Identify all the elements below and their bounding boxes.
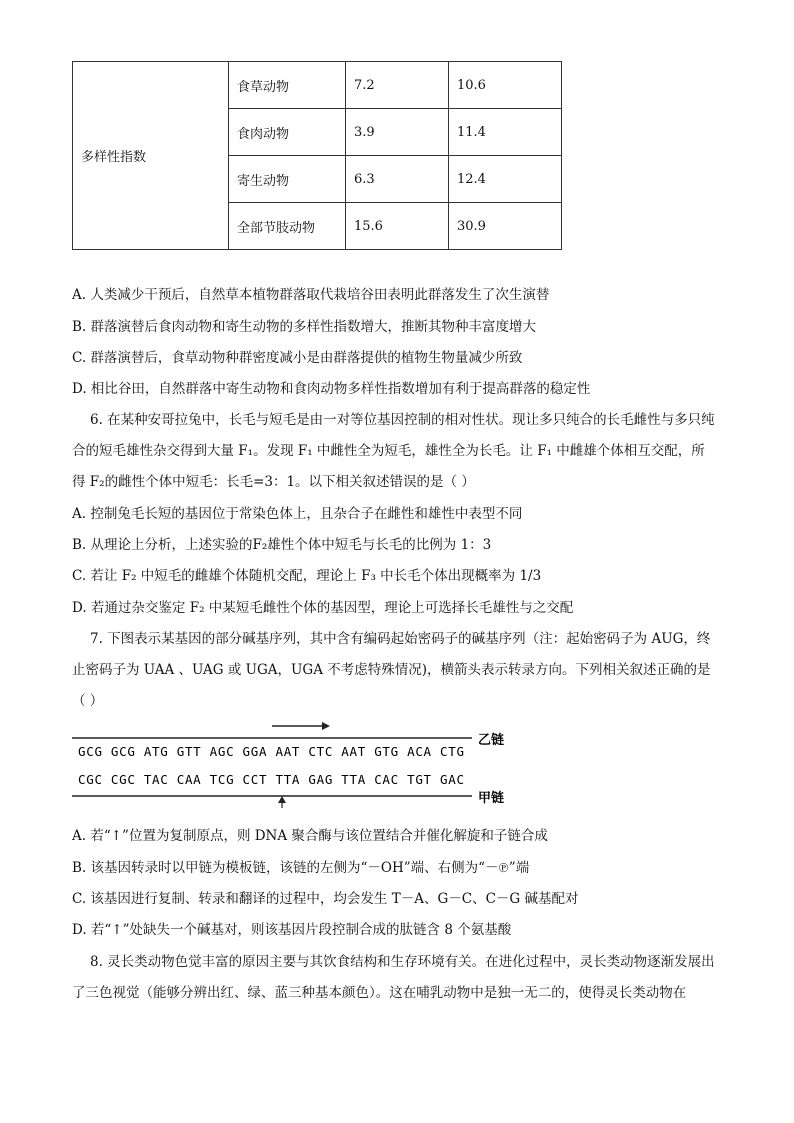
q6-stem-line3: 得 F₂的雌性个体中短毛：长毛=3：1。以下相关叙述错误的是（ ） [72,474,475,490]
table-cell: 3.9 [346,109,449,156]
label-jia-strand: 甲链 [478,791,505,806]
q8-stem-line2: 了三色视觉（能够分辨出红、绿、蓝三种基本颜色）。这在哺乳动物中是独一无二的，使得灵长类动物在 [72,985,687,1001]
row-header: 多样性指数 [73,62,229,250]
q7-stem-line2: 止密码子为 UAA 、UAG 或 UGA，UGA 不考虑特殊情况)，横箭头表示转录方向。下列相关叙述正确的是 [72,662,711,678]
bottom-strand: CGC CGC TAC CAA TCG CCT TTA GAG TTA CAC TGT GAC [78,772,464,787]
label-yi-strand: 乙链 [478,733,505,748]
q7-stem-line1: 7. 下图表示某基因的部分碱基序列，其中含有编码起始密码子的碱基序列（注：起始密码子为 AUG，终 [90,631,711,647]
q6-stem-line1: 6. 在某种安哥拉兔中，长毛与短毛是由一对等位基因控制的相对性状。现让多只纯合的长毛雌性与多只纯 [90,412,715,428]
q7-option-d: D. 若“↑”处缺失一个碱基对，则该基因片段控制合成的肽链含 8 个氨基酸 [72,922,512,938]
table-cell: 7.2 [346,62,449,109]
table-cell: 15.6 [346,203,449,250]
dna-sequence-figure [72,718,532,808]
q5-option-d: D. 相比谷田，自然群落中寄生动物和食肉动物多样性指数增加有利于提高群落的稳定性 [72,381,591,397]
table-cell: 食肉动物 [229,109,346,156]
table-cell: 11.4 [449,109,562,156]
transcription-arrowhead [322,722,330,730]
q6-stem-line2: 合的短毛雄性杂交得到大量 F₁。发现 F₁ 中雌性全为短毛，雄性全为长毛。让 F₁ 中雌雄个体相互交配，所 [72,443,705,459]
q7-option-a: A. 若“↑”位置为复制原点，则 DNA 聚合酶与该位置结合并催化解旋和子链合成 [72,828,548,844]
q7-option-b: B. 该基因转录时以甲链为模板链，该链的左侧为“－OH”端、右侧为“－℗”端 [72,860,530,876]
q6-option-a: A. 控制兔毛长短的基因位于常染色体上，且杂合子在雌性和雄性中表型不同 [72,506,523,522]
table-cell: 12.4 [449,156,562,203]
table-cell: 30.9 [449,203,562,250]
table-cell: 食草动物 [229,62,346,109]
table-cell: 寄生动物 [229,156,346,203]
q7-option-c: C. 该基因进行复制、转录和翻译的过程中，均会发生 T－A、G－C、C－G 碱基配对 [72,891,579,907]
top-strand: GCG GCG ATG GTT AGC GGA AAT CTC AAT GTG ACA CTG [78,744,464,759]
q6-option-b: B. 从理论上分析，上述实验的F₂雄性个体中短毛与长毛的比例为 1：3 [72,537,492,553]
q6-option-c: C. 若让 F₂ 中短毛的雌雄个体随机交配，理论上 F₃ 中长毛个体出现概率为 1/3 [72,568,542,584]
q5-option-c: C. 群落演替后，食草动物种群密度减小是由群落提供的植物生物量减少所致 [72,350,523,366]
q5-option-b: B. 群落演替后食肉动物和寄生动物的多样性指数增大，推断其物种丰富度增大 [72,319,537,335]
q7-stem-line3: （ ） [72,693,104,709]
table-cell: 6.3 [346,156,449,203]
table-cell: 10.6 [449,62,562,109]
q5-option-a: A. 人类减少干预后，自然草本植物群落取代栽培谷田表明此群落发生了次生演替 [72,287,550,303]
diversity-table [72,61,562,250]
q8-stem-line1: 8. 灵长类动物色觉丰富的原因主要与其饮食结构和生存环境有关。在进化过程中，灵长类动物逐渐发展出 [90,954,715,970]
table-cell: 全部节肢动物 [229,203,346,250]
q6-option-d: D. 若通过杂交鉴定 F₂ 中某短毛雌性个体的基因型，理论上可选择长毛雄性与之交配 [72,600,574,616]
